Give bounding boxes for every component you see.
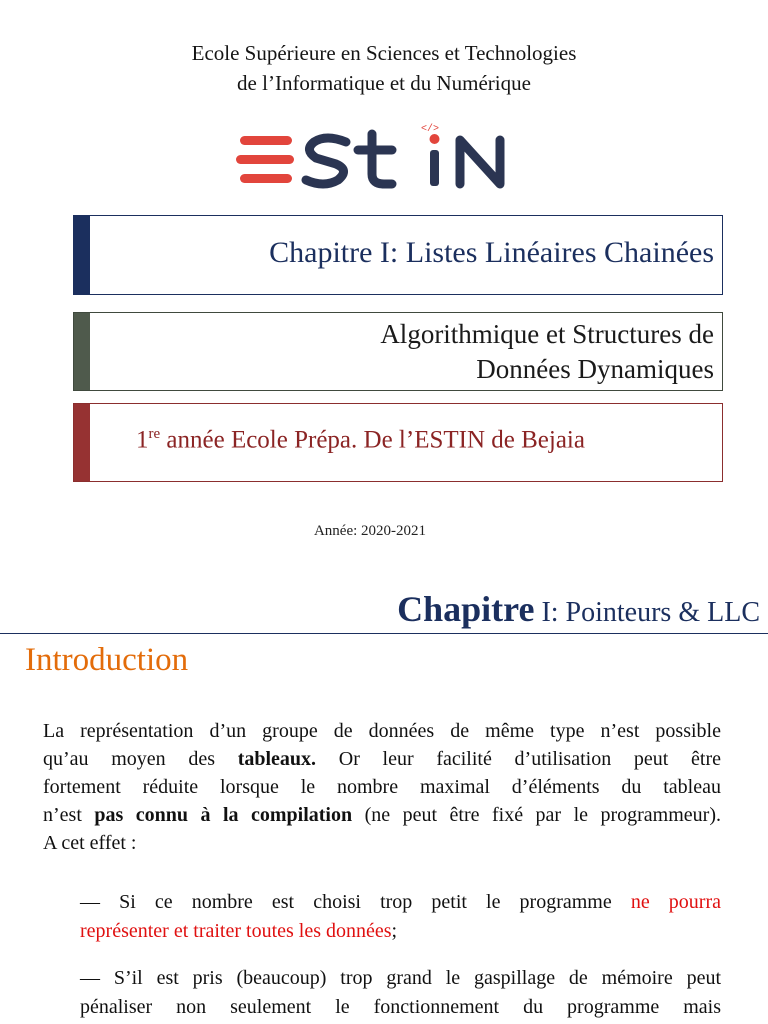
bullet-item <box>80 964 721 1022</box>
paragraph-line: fortement réduite lorsque le nombre maximal d’éléments du tableau <box>43 776 721 798</box>
paragraph-line: A cet effet : <box>43 832 137 854</box>
course-title-line2: Données Dynamiques <box>476 354 714 384</box>
text-span: — Si ce nombre est choisi trop petit le programme <box>80 891 631 913</box>
year-number: 1 <box>136 426 149 454</box>
year-box <box>73 403 723 482</box>
bullet-line <box>80 888 721 917</box>
estin-logo <box>234 122 524 202</box>
text-span: ; <box>391 920 398 942</box>
academic-year: Année: 2020-2021 <box>313 523 427 539</box>
code-tag-icon: </> <box>421 124 440 135</box>
chapter-box-accent-bar <box>74 216 90 294</box>
highlight-text: ne pourra <box>630 891 721 913</box>
year-description: année Ecole Prépa. De l’ESTIN de Bejaia <box>160 426 585 454</box>
bold-term-compilation: pas connu à la compilation <box>94 804 353 826</box>
paragraph-line: La représentation d’un groupe de données de même type n’est possible <box>43 720 721 742</box>
slide-chapter-title <box>397 588 760 630</box>
bullet-line: — S’il est pris (beaucoup) trop grand le gaspillage de mémoire peut <box>80 967 721 989</box>
bullet-item <box>80 888 721 946</box>
text-span: n’est <box>43 804 95 826</box>
bullet-line: pénaliser non seulement le fonctionnement du programme mais <box>80 996 721 1018</box>
chapter-title <box>269 236 714 270</box>
text-span: qu’au moyen des <box>43 748 238 770</box>
slide-chapter-subject: Pointeurs & LLC <box>558 597 760 628</box>
school-name-line1: Ecole Supérieure en Sciences et Technologies <box>191 41 577 65</box>
course-title <box>380 317 714 387</box>
year-superscript: re <box>148 426 161 442</box>
school-name-line2: de l’Informatique et du Numérique <box>237 71 531 95</box>
section-heading: Introduction <box>25 642 189 678</box>
paragraph-line <box>43 745 721 773</box>
text-span: (ne peut être fixé par le programmeur). <box>352 804 721 826</box>
intro-paragraph <box>43 717 721 857</box>
paragraph-line <box>43 801 721 829</box>
bullet-line <box>80 917 721 946</box>
text-span: Or leur facilité d’utilisation peut être <box>316 748 721 770</box>
year-label <box>136 426 585 454</box>
course-box-accent-bar <box>74 313 90 390</box>
chapter-name: Listes Linéaires Chainées <box>405 236 714 269</box>
slide-chapter-number: I: <box>534 597 559 628</box>
school-name <box>0 38 768 98</box>
chapter-label: Chapitre I: <box>269 236 399 269</box>
slide-divider <box>0 633 768 634</box>
course-box <box>73 312 723 391</box>
highlight-text: représenter et traiter toutes les données <box>80 920 392 942</box>
bold-term-tableaux: tableaux. <box>237 748 317 770</box>
chapter-box <box>73 215 723 295</box>
course-title-line1: Algorithmique et Structures de <box>380 319 714 349</box>
slide-chapitre-word: Chapitre <box>397 589 535 629</box>
year-box-accent-bar <box>74 404 90 481</box>
